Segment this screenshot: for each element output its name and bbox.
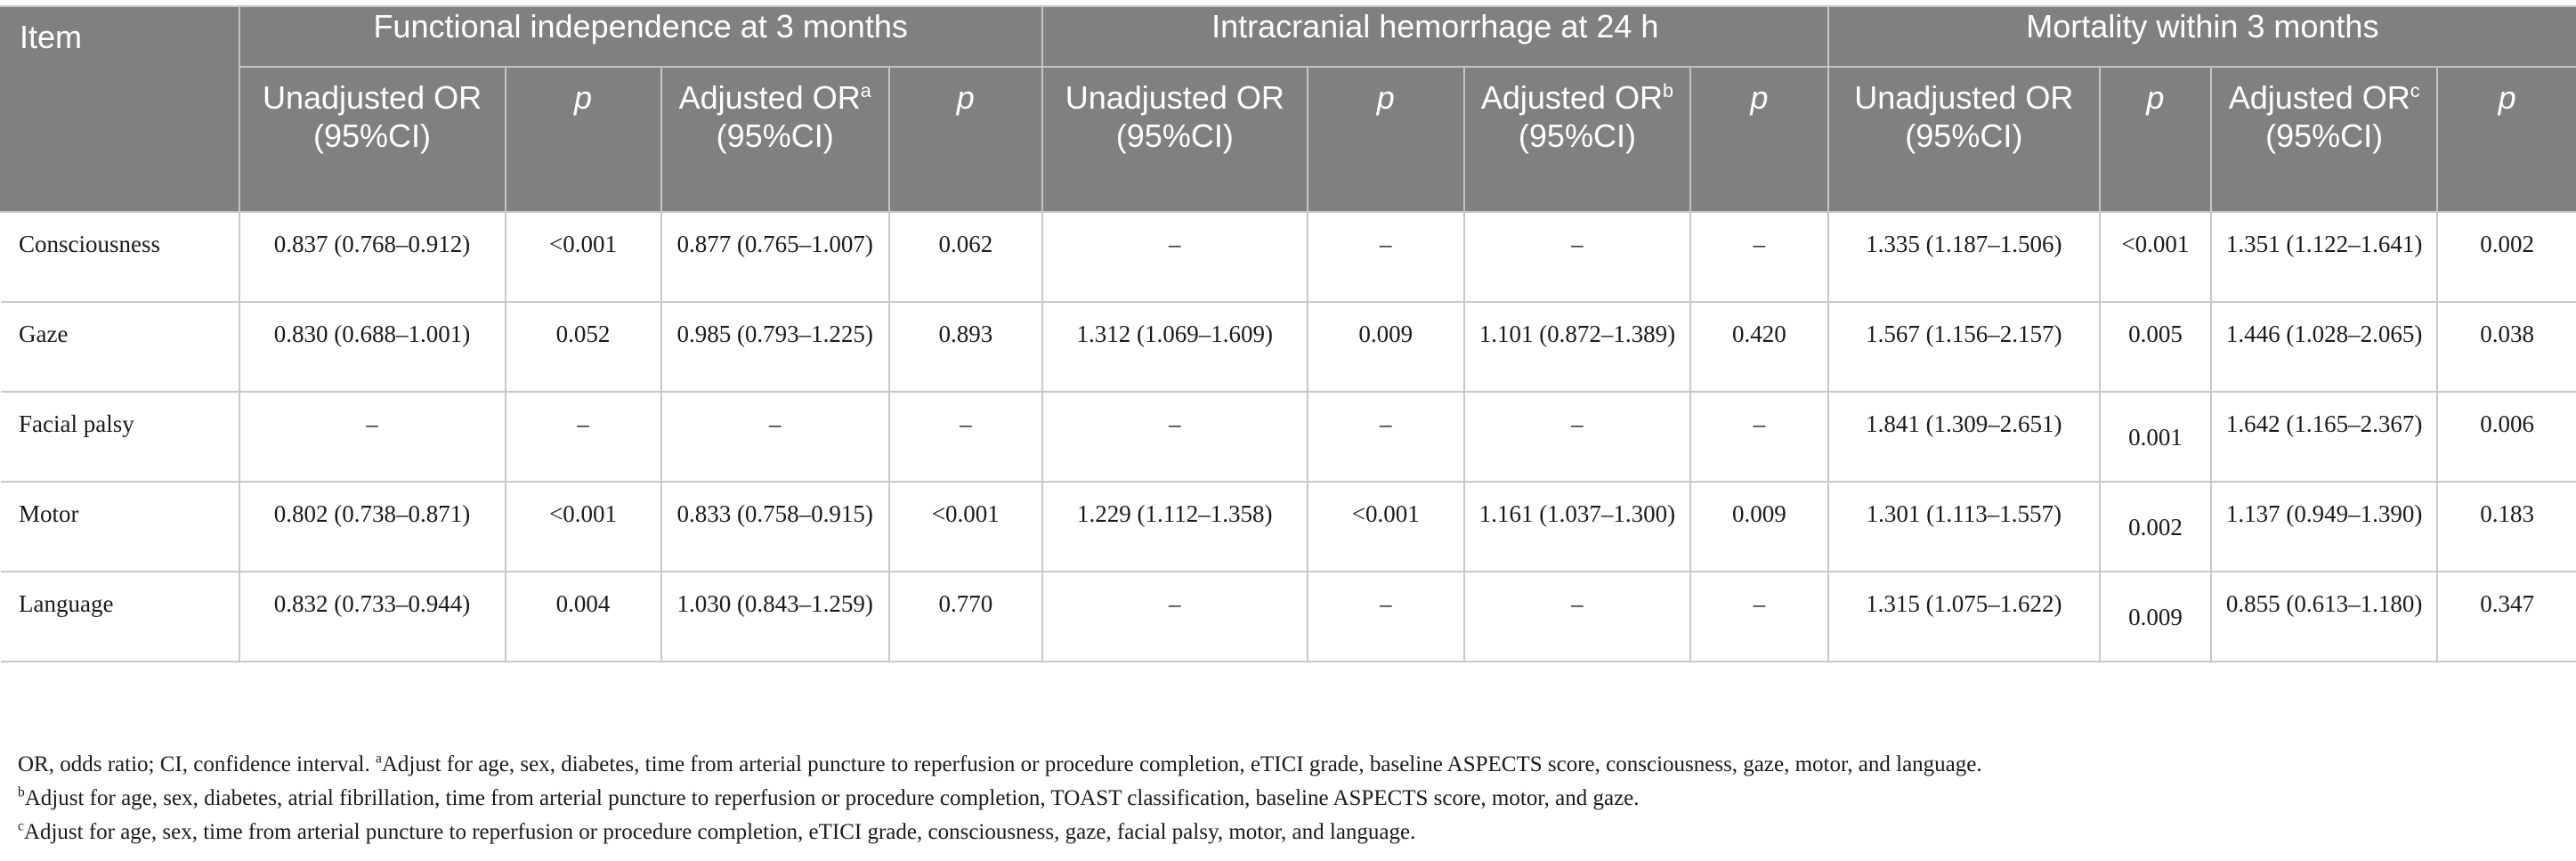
table-cell: 1.101 (0.872–1.389) — [1464, 302, 1690, 392]
table-cell: 1.312 (1.069–1.609) — [1042, 302, 1308, 392]
table-cell: 0.009 — [2100, 572, 2211, 662]
table-cell: 0.004 — [506, 572, 661, 662]
footnote-b — [18, 782, 2564, 816]
footnote-mark-c: c — [2410, 79, 2420, 102]
footnote-mark-a: a — [860, 79, 871, 102]
table-cell: 0.038 — [2437, 302, 2576, 392]
p-value-header: p — [1308, 67, 1464, 212]
table-cell: 0.837 (0.768–0.912) — [239, 212, 506, 302]
table-cell: <0.001 — [1308, 482, 1464, 572]
table-cell: 0.770 — [889, 572, 1042, 662]
table-cell: – — [661, 392, 889, 482]
table-cell: 0.002 — [2100, 482, 2211, 572]
table-cell: 0.052 — [506, 302, 661, 392]
table-row — [1, 572, 2576, 662]
table-cell: 0.009 — [1690, 482, 1828, 572]
table-cell: 0.001 — [2100, 392, 2211, 482]
table-cell: 1.137 (0.949–1.390) — [2211, 482, 2437, 572]
table-cell: – — [889, 392, 1042, 482]
table-cell: 1.351 (1.122–1.641) — [2211, 212, 2437, 302]
footnote-mark-c: c — [18, 818, 24, 834]
row-item-label: Gaze — [1, 302, 239, 392]
table-cell: – — [239, 392, 506, 482]
table-cell: 0.183 — [2437, 482, 2576, 572]
table-cell: 0.009 — [1308, 302, 1464, 392]
footnote-c — [18, 816, 2564, 849]
table-cell: – — [1308, 212, 1464, 302]
footnote-c-text: Adjust for age, sex, time from arterial puncture to reperfusion or procedure completion, eTICI grade, consciousness, gaze, facial palsy, motor, and language. — [23, 820, 1416, 844]
table-cell: 0.855 (0.613–1.180) — [2211, 572, 2437, 662]
table-cell: 1.161 (1.037–1.300) — [1464, 482, 1690, 572]
table-cell: 0.985 (0.793–1.225) — [661, 302, 889, 392]
table-cell: 1.229 (1.112–1.358) — [1042, 482, 1308, 572]
footnote-mark-a: a — [375, 751, 382, 767]
adjusted-or-header: Adjusted $OR^a$ (95%CI) — [661, 67, 889, 212]
unadjusted-or-header: Unadjusted OR (95%CI) — [1042, 67, 1308, 212]
table-cell: – — [506, 392, 661, 482]
table-cell: <0.001 — [506, 212, 661, 302]
p-value-header: p — [2437, 67, 2576, 212]
unadjusted-or-header: Unadjusted OR (95%CI) — [239, 67, 506, 212]
results-table — [0, 5, 2576, 662]
table-cell: – — [1464, 212, 1690, 302]
table-cell: 1.030 (0.843–1.259) — [661, 572, 889, 662]
table-cell: 0.833 (0.758–0.915) — [661, 482, 889, 572]
row-item-label: Motor — [1, 482, 239, 572]
table-cell: – — [1690, 392, 1828, 482]
row-item-label: Language — [1, 572, 239, 662]
table-cell: – — [1308, 572, 1464, 662]
table-cell: <0.001 — [889, 482, 1042, 572]
row-item-label: Consciousness — [1, 212, 239, 302]
group-header-mortality: Mortality within 3 months — [1828, 6, 2576, 67]
table-cell: 0.877 (0.765–1.007) — [661, 212, 889, 302]
table-cell: 0.006 — [2437, 392, 2576, 482]
table-cell: <0.001 — [506, 482, 661, 572]
table-row — [1, 212, 2576, 302]
table-cell: 0.420 — [1690, 302, 1828, 392]
adjusted-or-header: Adjusted $OR^c$ (95%CI) — [2211, 67, 2437, 212]
table-cell: – — [1042, 212, 1308, 302]
footnote-a-text: Adjust for age, sex, diabetes, time from arterial puncture to reperfusion or procedure completion, eTICI grade, baseline ASPECTS score, consciousness, gaze, motor, and language. — [381, 752, 1982, 776]
table-cell: 0.832 (0.733–0.944) — [239, 572, 506, 662]
table-row — [1, 392, 2576, 482]
table-cell: – — [1042, 392, 1308, 482]
p-value-header: p — [889, 67, 1042, 212]
table-cell: 1.567 (1.156–2.157) — [1828, 302, 2100, 392]
table-cell: – — [1464, 572, 1690, 662]
table-cell: 1.642 (1.165–2.367) — [2211, 392, 2437, 482]
table-cell: 1.315 (1.075–1.622) — [1828, 572, 2100, 662]
table-cell: 0.062 — [889, 212, 1042, 302]
table-cell: – — [1042, 572, 1308, 662]
table-cell: 0.347 — [2437, 572, 2576, 662]
footnote-mark-b: b — [18, 784, 25, 800]
p-value-header: p — [506, 67, 661, 212]
group-header-functional-independence: Functional independence at 3 months — [239, 6, 1042, 67]
footnote-abbreviations: OR, odds ratio; CI, confidence interval. $^a$Adjust for age, sex, diabetes, time from arterial puncture to reperfusion or procedure completion, eTICI grade, baseline ASPECTS score, consciousness, gaze, motor, and language. — [18, 751, 1982, 776]
header-row-groups — [1, 6, 2576, 67]
table-footnotes — [18, 748, 2564, 849]
table-row — [1, 302, 2576, 392]
footnote-mark-b: b — [1662, 79, 1673, 102]
table-cell: – — [1308, 392, 1464, 482]
p-value-header: p — [2100, 67, 2211, 212]
row-item-label: Facial palsy — [1, 392, 239, 482]
unadjusted-or-header: Unadjusted OR (95%CI) — [1828, 67, 2100, 212]
group-header-intracranial-hemorrhage: Intracranial hemorrhage at 24 h — [1042, 6, 1828, 67]
p-value-header: p — [1690, 67, 1828, 212]
table-cell: 1.335 (1.187–1.506) — [1828, 212, 2100, 302]
table-cell: 0.002 — [2437, 212, 2576, 302]
table-cell: 1.301 (1.113–1.557) — [1828, 482, 2100, 572]
table-cell: 1.841 (1.309–2.651) — [1828, 392, 2100, 482]
footnote-b-text: Adjust for age, sex, diabetes, atrial fibrillation, time from arterial puncture to reperfusion or procedure completion, TOAST classification, baseline ASPECTS score, motor, and gaze. — [24, 786, 1640, 810]
table-cell: 0.005 — [2100, 302, 2211, 392]
table-cell: – — [1690, 212, 1828, 302]
table-body — [1, 212, 2576, 662]
table-cell: 0.893 — [889, 302, 1042, 392]
table-row — [1, 482, 2576, 572]
table-cell: 0.802 (0.738–0.871) — [239, 482, 506, 572]
header-row-subcolumns — [1, 67, 2576, 212]
table-cell: – — [1690, 572, 1828, 662]
table-cell: 0.830 (0.688–1.001) — [239, 302, 506, 392]
table-cell: – — [1464, 392, 1690, 482]
adjusted-or-header: Adjusted $OR^b$ (95%CI) — [1464, 67, 1690, 212]
table-cell: 1.446 (1.028–2.065) — [2211, 302, 2437, 392]
table-cell: <0.001 — [2100, 212, 2211, 302]
item-column-header: Item — [1, 6, 239, 212]
